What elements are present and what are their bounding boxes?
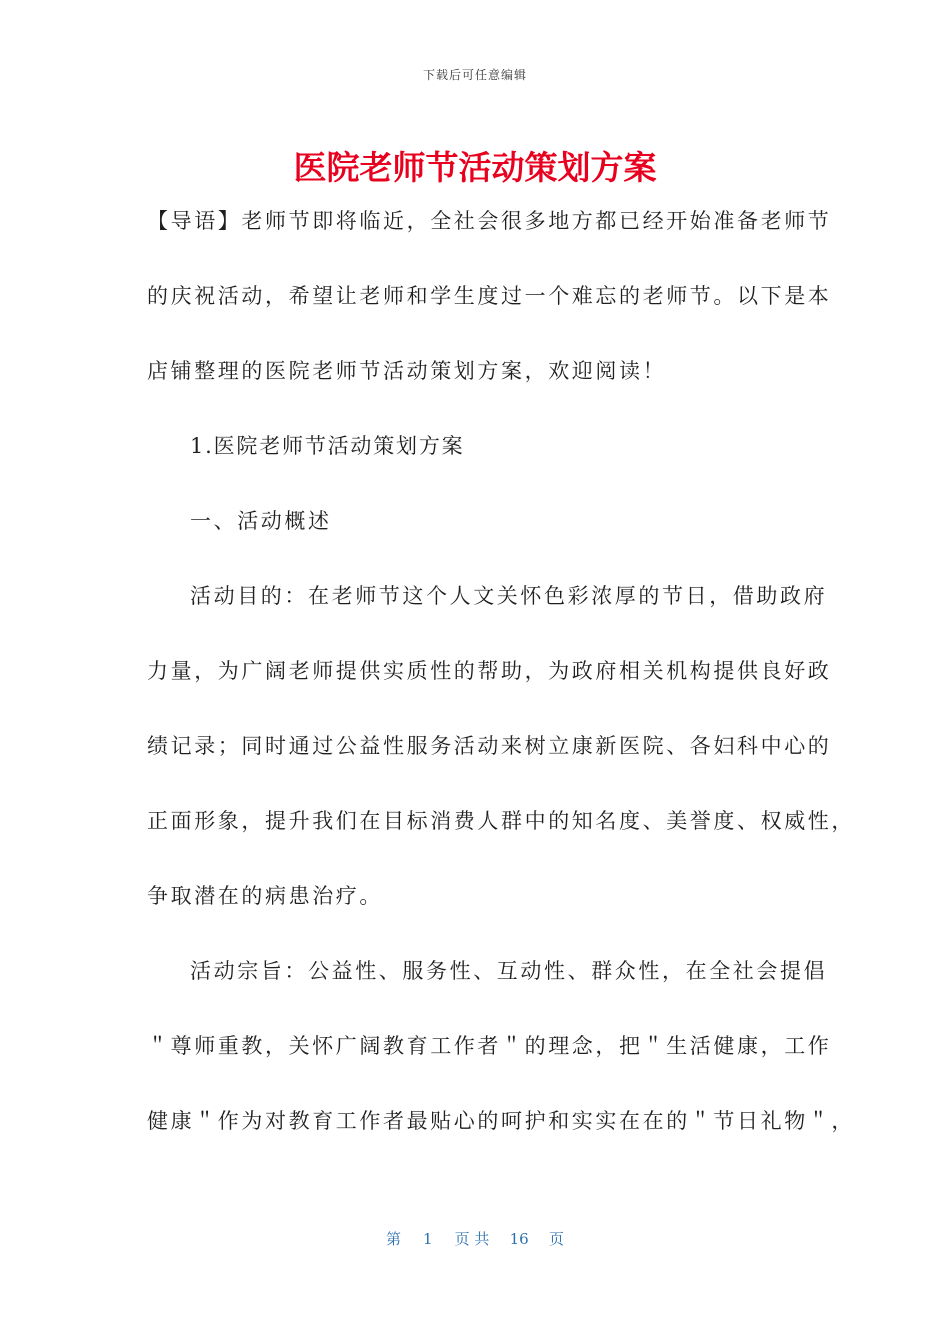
paragraph-line: 【导语】老师节即将临近，全社会很多地方都已经开始准备老师节 <box>147 209 832 233</box>
footer-middle: 页 共 <box>454 1230 490 1248</box>
paragraph-line: 力量，为广阔老师提供实质性的帮助，为政府相关机构提供良好政 <box>147 659 832 683</box>
section-heading: 1.医院老师节活动策划方案 <box>190 434 465 458</box>
paragraph-line: ＂尊师重教，关怀广阔教育工作者＂的理念，把＂生活健康，工作 <box>147 1034 832 1058</box>
footer-total-pages: 16 <box>509 1230 529 1248</box>
footer-suffix: 页 <box>548 1230 564 1248</box>
paragraph-line: 正面形象，提升我们在目标消费人群中的知名度、美誉度、权威性， <box>147 809 855 833</box>
document-title: 医院老师节活动策划方案 <box>293 148 657 187</box>
footer-page-number: 1 <box>423 1230 433 1248</box>
footer-prefix: 第 <box>386 1230 402 1248</box>
header-note: 下载后可任意编辑 <box>422 68 527 82</box>
paragraph-line: 的庆祝活动，希望让老师和学生度过一个难忘的老师节。以下是本 <box>147 284 832 308</box>
paragraph-line: 绩记录；同时通过公益性服务活动来树立康新医院、各妇科中心的 <box>147 734 832 758</box>
paragraph-line: 店铺整理的医院老师节活动策划方案，欢迎阅读！ <box>147 359 667 383</box>
paragraph-line: 健康＂作为对教育工作者最贴心的呵护和实实在在的＂节日礼物＂， <box>147 1109 855 1133</box>
paragraph-line: 争取潜在的病患治疗。 <box>147 884 383 908</box>
section-heading: 一、活动概述 <box>190 509 332 533</box>
page-footer <box>0 1228 950 1249</box>
paragraph-line: 活动目的：在老师节这个人文关怀色彩浓厚的节日，借助政府 <box>190 584 828 608</box>
paragraph-line: 活动宗旨：公益性、服务性、互动性、群众性，在全社会提倡 <box>190 959 828 983</box>
